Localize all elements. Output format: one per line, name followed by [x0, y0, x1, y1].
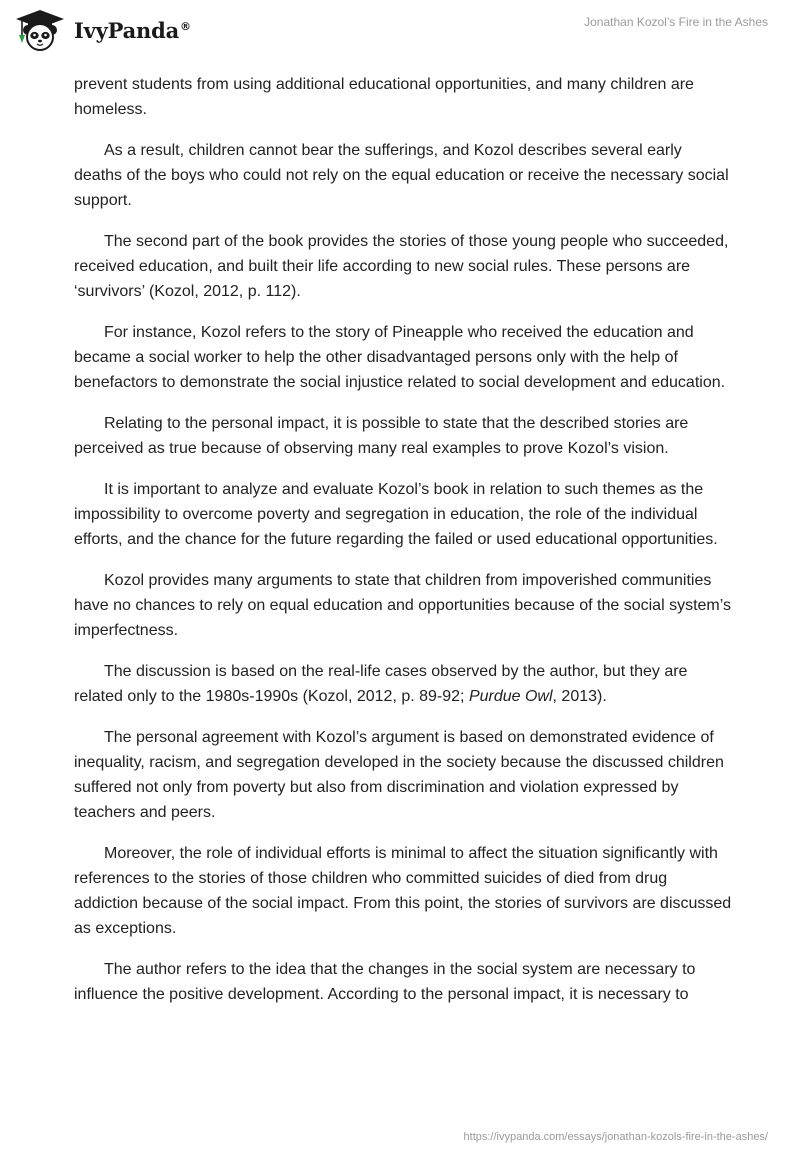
document-title: Jonathan Kozol’s Fire in the Ashes [584, 15, 768, 29]
ivypanda-logo[interactable] [14, 8, 191, 52]
paragraph-5: Relating to the personal impact, it is possible to state that the described stories are perceived as true because of observing many real examples to prove Kozol’s vision. [74, 415, 689, 457]
paragraph-8 [74, 659, 734, 709]
registered-mark: ® [180, 19, 191, 33]
paragraph-3: The second part of the book provides the stories of those young people who succeeded, received education, and built their life according to new social rules. These persons are ‘survivors’ (Kozol, 2012, p. 112). [74, 233, 729, 300]
paragraph-10: Moreover, the role of individual efforts is minimal to affect the situation significantly with references to the stories of those children who committed suicides of died from drug addiction because of the social impact. From this point, the stories of survivors are discussed as exceptions. [74, 845, 732, 937]
citation-purdue-owl: Purdue Owl [468, 688, 553, 705]
brand-name: IvyPanda® [74, 17, 191, 43]
paragraph-4: For instance, Kozol refers to the story of Pineapple who received the education and became a social worker to help the other disadvantaged persons only with the help of benefactors to demonstrate the social injustice related to social development and education. [74, 324, 726, 391]
paragraph-8-end: , 2013). [552, 688, 607, 705]
paragraph-2: As a result, children cannot bear the sufferings, and Kozol describes several early deaths of the boys who could not rely on the equal education or receive the necessary social support. [74, 142, 729, 209]
essay-body [74, 72, 734, 1023]
source-url[interactable]: https://ivypanda.com/essays/jonathan-kozols-fire-in-the-ashes/ [463, 1131, 768, 1143]
paragraph-1: prevent students from using additional educational opportunities, and many children are homeless. [74, 76, 694, 118]
page-header [0, 0, 800, 70]
paragraph-8-text: The discussion is based on the real-life cases observed by the author, but they are related only to the 1980s-1990s (Kozol, 2012, p. 89-92; [74, 663, 688, 705]
paragraph-11: The author refers to the idea that the changes in the social system are necessary to influence the positive development. According to the personal impact, it is necessary to [74, 961, 696, 1003]
paragraph-9: The personal agreement with Kozol’s argument is based on demonstrated evidence of inequality, racism, and segregation developed in the society because the discussed children suffered not only from poverty but also from discrimination and violation expressed by teachers and peers. [74, 729, 724, 821]
panda-graduate-icon [14, 8, 66, 52]
paragraph-6: It is important to analyze and evaluate Kozol’s book in relation to such themes as the impossibility to overcome poverty and segregation in education, the role of the individual efforts, and the chance for the future regarding the failed or used educational opportunities. [74, 481, 718, 548]
paragraph-7: Kozol provides many arguments to state that children from impoverished communities have no chances to rely on equal education and opportunities because of the social system’s imperfectness. [74, 572, 732, 639]
